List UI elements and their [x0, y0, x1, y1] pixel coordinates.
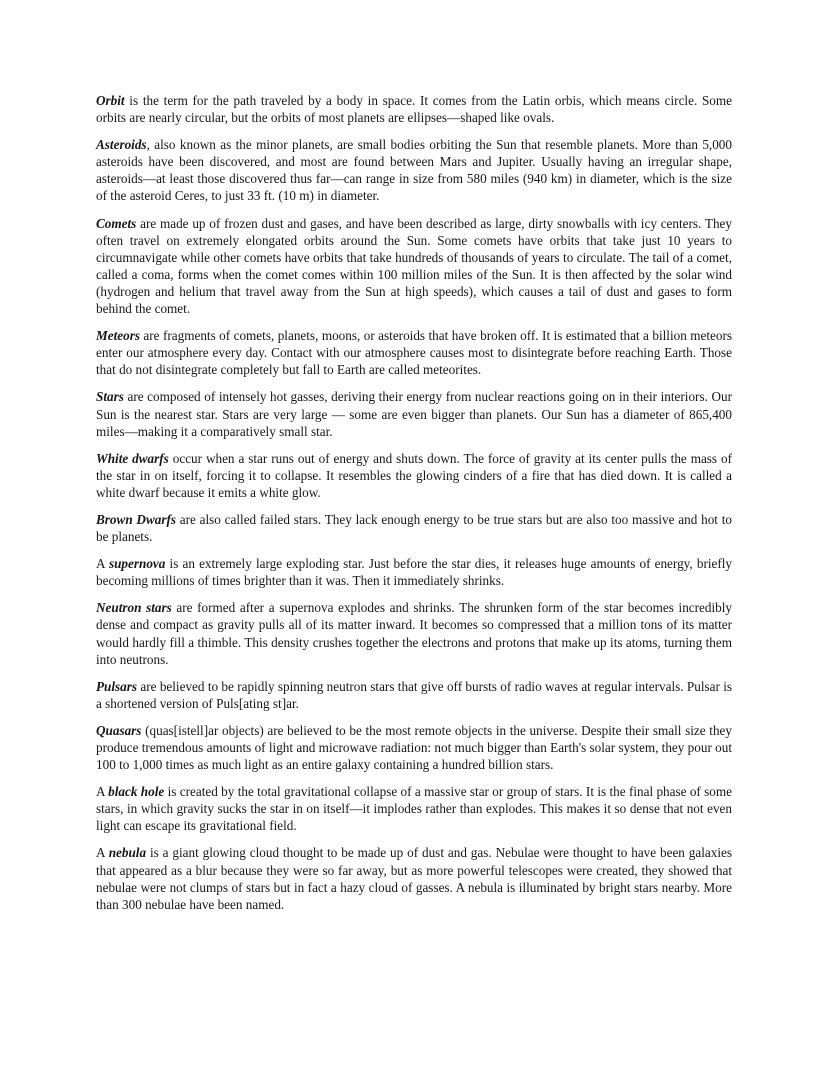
lead-term-nebula: nebula — [108, 845, 147, 861]
text-column — [96, 92, 732, 913]
paragraph-black-hole — [96, 783, 732, 834]
lead-term-comets: Comets — [96, 215, 137, 231]
paragraph-meteors — [96, 327, 732, 378]
paragraph-asteroids — [96, 136, 732, 204]
paragraph-pulsars — [96, 678, 732, 712]
paragraph-brown-dwarfs — [96, 511, 732, 545]
lead-term-supernova: supernova — [108, 556, 166, 572]
paragraph-body: is an extremely large exploding star. Just before the star dies, it releases huge amounts of energy, briefly becoming millions of times brighter than it was. Then it immediately shrinks. — [96, 556, 732, 589]
paragraph-prefix: A — [96, 784, 109, 800]
paragraph-white-dwarfs — [96, 450, 732, 501]
paragraph-body: are also called failed stars. They lack enough energy to be true stars but are also too massive and hot to be planets. — [96, 511, 732, 545]
lead-term-brown-dwarfs: Brown Dwarfs — [96, 511, 176, 527]
paragraph-body: are composed of intensely hot gasses, deriving their energy from nuclear reactions going on in their interiors. Our Sun is the nearest star. Stars are very large — some are even bigger than planets. Our Sun has a diameter of 865,400 miles—making it a comparatively small star. — [96, 389, 732, 439]
lead-term-stars: Stars — [96, 389, 124, 405]
paragraph-body: is the term for the path traveled by a body in space. It comes from the Latin orbis, which means circle. Some orbits are nearly circular, but the orbits of most planets are ellipses—shaped like ovals. — [96, 93, 732, 126]
paragraph-quasars — [96, 722, 732, 773]
lead-term-orbit: Orbit — [96, 93, 125, 108]
paragraph-body: (quas[istell]ar objects) are believed to be the most remote objects in the universe. Despite their small size they produce tremendous amounts of light and microwave radiation: not much bigger than Earth's solar system, they pour out 100 to 1,000 times as much light as an entire galaxy containing a hundred billion stars. — [96, 722, 732, 773]
paragraph-prefix: A — [96, 845, 109, 861]
paragraph-body: are believed to be rapidly spinning neutron stars that give off bursts of radio waves at regular intervals. Pulsar is a shortened version of Puls[ating st]ar. — [96, 678, 732, 711]
paragraph-body: is a giant glowing cloud thought to be made up of dust and gas. Nebulae were thought to have been galaxies that appeared as a blur because they were so far away, but as more powerful telescopes were created, they showed that nebulae were not clumps of stars but in fact a hazy cloud of gasses. A nebula is illuminated by bright stars nearby. More than 300 nebulae have been named. — [96, 845, 733, 912]
paragraph-body: are fragments of comets, planets, moons, or asteroids that have broken off. It is estimated that a billion meteors enter our atmosphere every day. Contact with our atmosphere causes most to disintegrate before reaching Earth. Those that do not disintegrate completely but fall to Earth are called meteorites. — [96, 328, 732, 378]
lead-term-meteors: Meteors — [96, 328, 140, 344]
paragraph-orbit — [96, 92, 732, 126]
paragraph-comets — [96, 215, 732, 318]
paragraph-body: , also known as the minor planets, are small bodies orbiting the Sun that resemble planets. More than 5,000 asteroids have been discovered, and most are found between Mars and Jupiter. Usually having an irregular shape, asteroids—at least those discovered thus far—can range in size from 580 miles (940 km) in diameter, which is the size of the asteroid Ceres, to just 33 ft. (10 m) in diameter. — [96, 137, 732, 204]
lead-term-neutron-stars: Neutron stars — [96, 600, 172, 616]
lead-term-white-dwarfs: White dwarfs — [96, 450, 169, 466]
paragraph-stars — [96, 388, 732, 439]
paragraph-prefix: A — [96, 556, 109, 572]
paragraph-body: occur when a star runs out of energy and shuts down. The force of gravity at its center pulls the mass of the star in on itself, forcing it to collapse. It resembles the glowing cinders of a fire that has died down. It is called a white dwarf because it emits a white glow. — [96, 450, 732, 500]
paragraph-neutron-stars — [96, 599, 732, 667]
lead-term-quasars: Quasars — [96, 722, 142, 738]
paragraph-body: are made up of frozen dust and gases, and have been described as large, dirty snowballs with icy centers. They often travel on extremely elongated orbits around the Sun. Some comets have orbits that take just 10 years to circumnavigate while other comets have orbits that take hundreds of thousands of years to circulate. The tail of a comet, called a coma, forms when the comet comes within 100 million miles of the Sun. It is then affected by the solar wind (hydrogen and helium that travel away from the Sun at high speeds), which causes a tail of dust and gases to form behind the comet. — [96, 215, 732, 317]
lead-term-asteroids: Asteroids — [96, 137, 147, 153]
lead-term-black-hole: black hole — [108, 784, 165, 800]
paragraph-supernova — [96, 555, 732, 589]
paragraph-body: are formed after a supernova explodes and shrinks. The shrunken form of the star becomes incredibly dense and compact as gravity pulls all of its matter inward. It becomes so compressed that a million tons of its matter would hardly fill a thimble. This density crushes together the electrons and protons that make up its atoms, turning them into neutrons. — [96, 600, 732, 667]
paragraph-body: is created by the total gravitational collapse of a massive star or group of stars. It is the final phase of some stars, in which gravity sucks the star in on itself—it implodes rather than explodes. This makes it so dense that not even light can escape its gravitational field. — [96, 784, 733, 834]
paragraph-nebula — [96, 844, 732, 912]
lead-term-pulsars: Pulsars — [96, 678, 138, 694]
